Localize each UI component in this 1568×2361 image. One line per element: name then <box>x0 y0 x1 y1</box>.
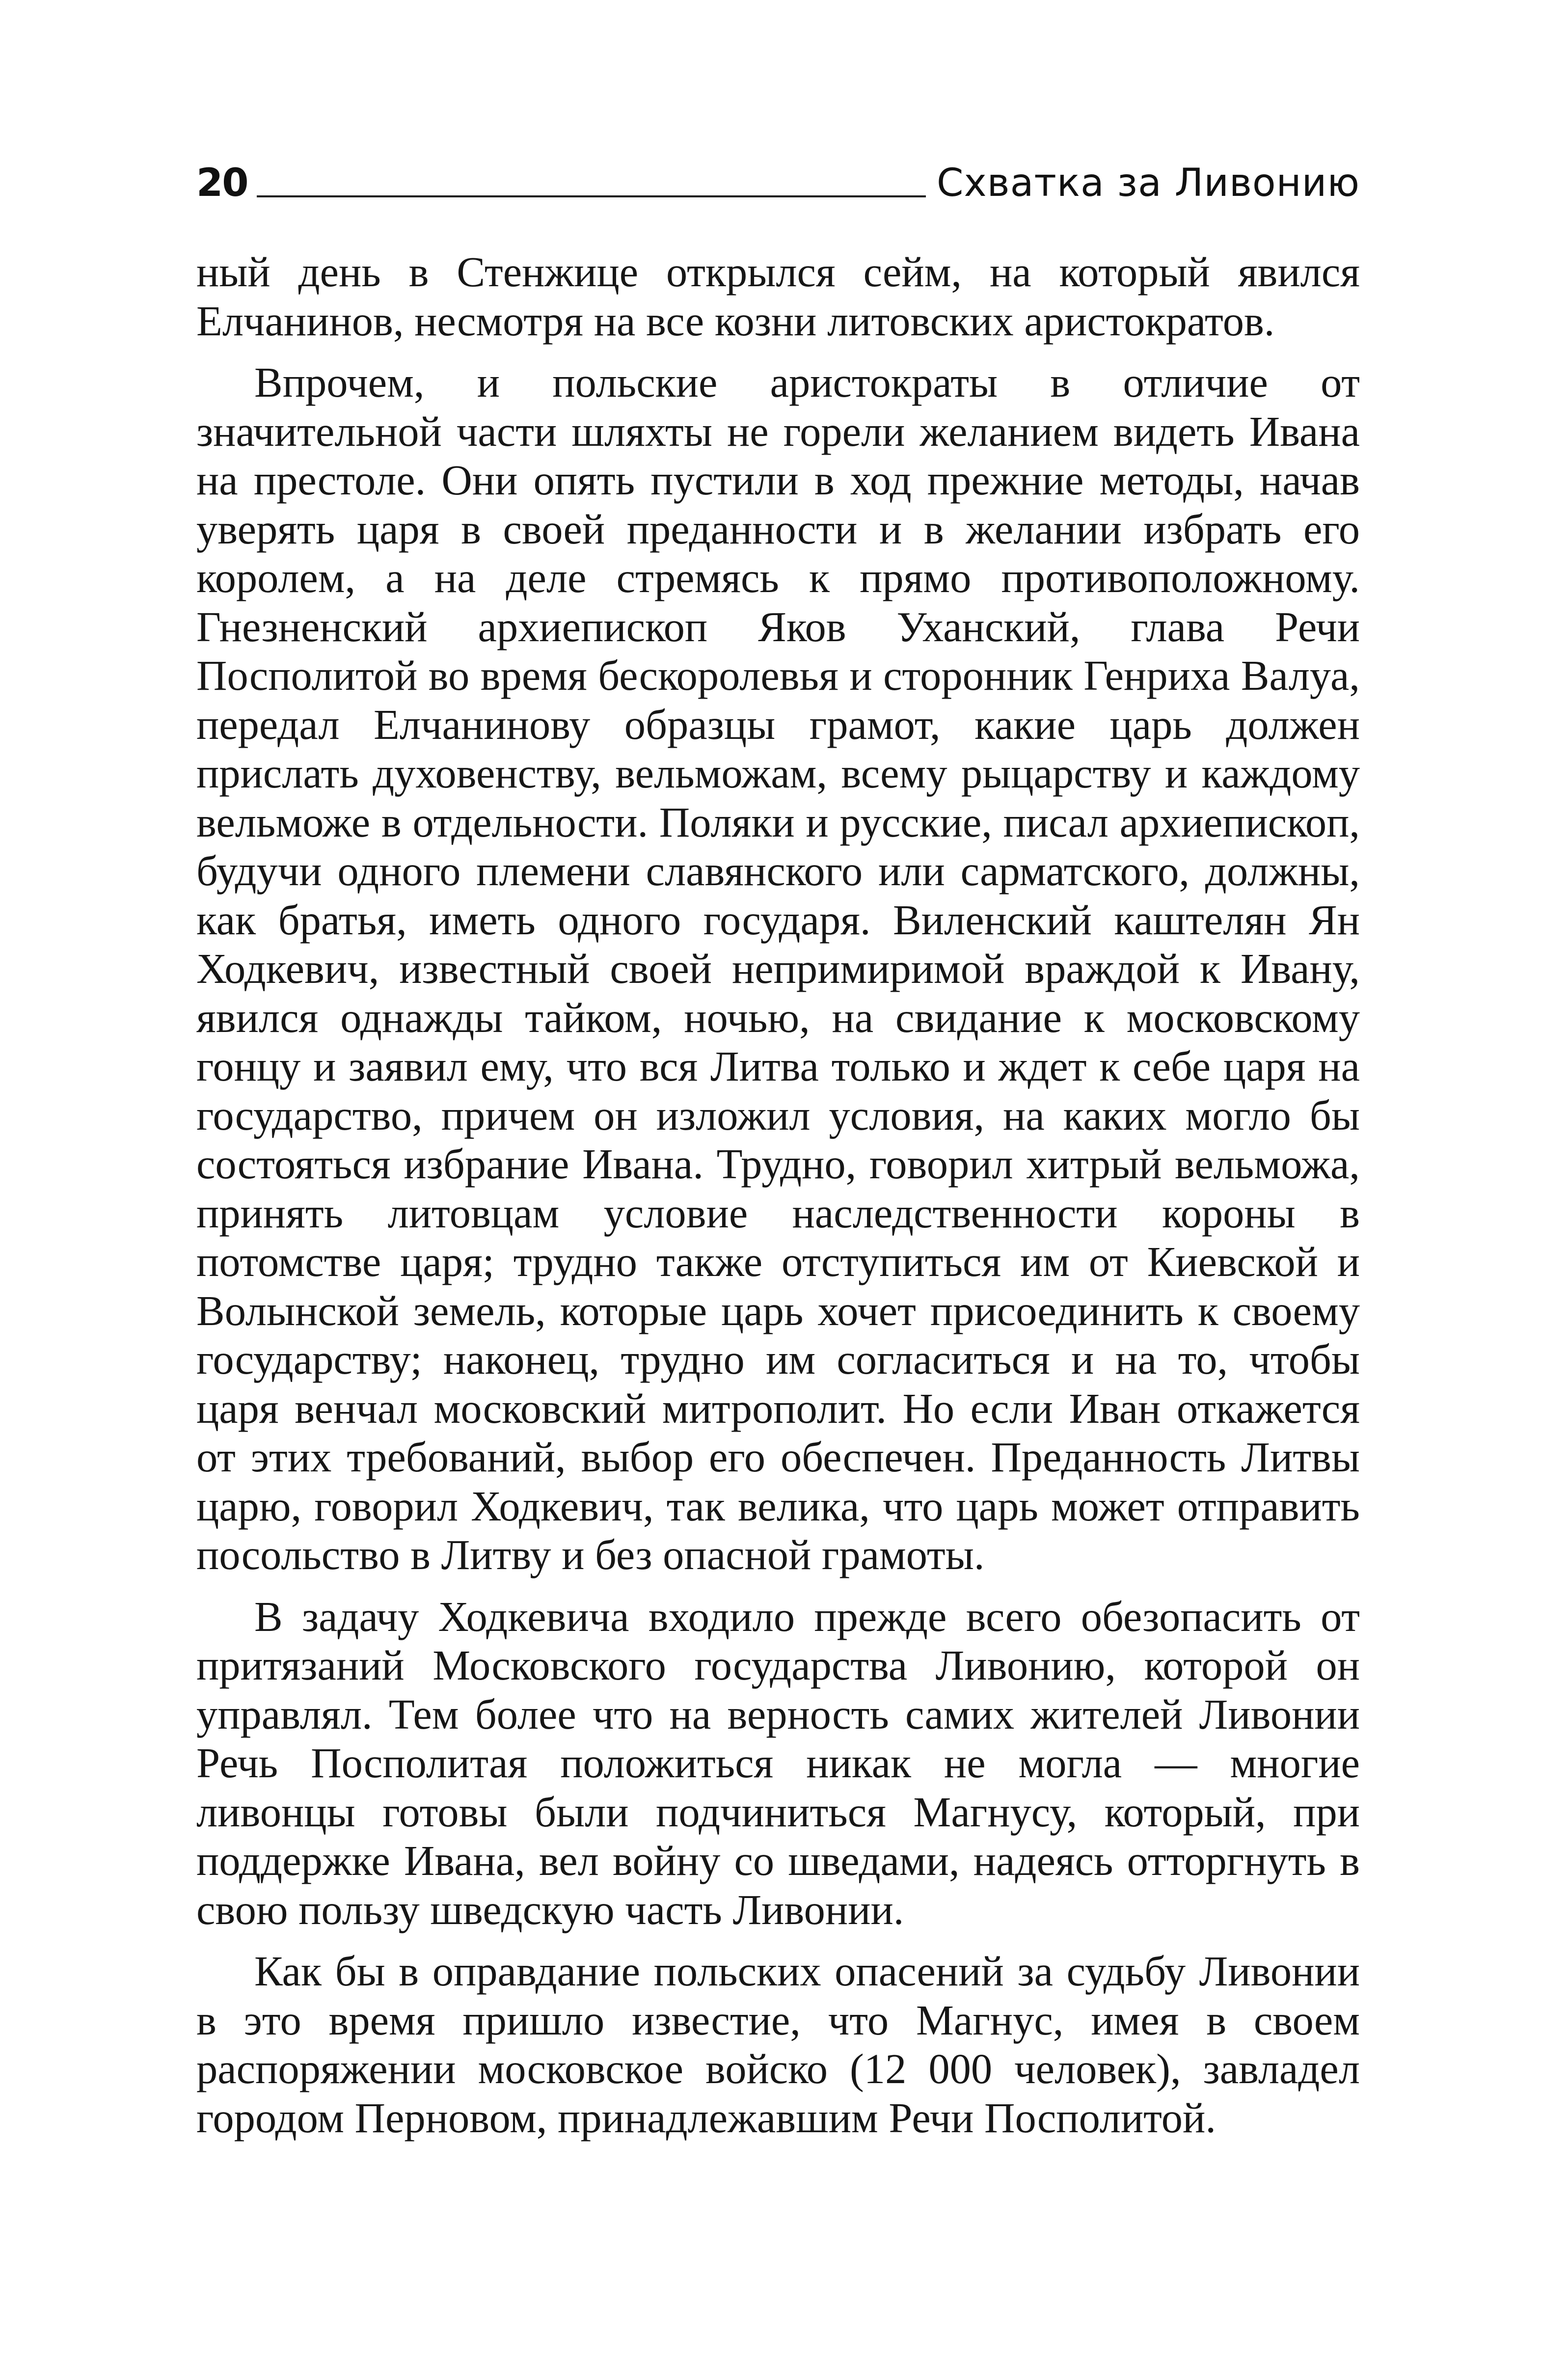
running-title: Схватка за Ливонию <box>937 161 1360 205</box>
page-number: 20 <box>196 161 248 205</box>
body-text <box>196 248 1360 2155</box>
paragraph-4: Как бы в оправдание польских опасений за судьбу Ливонии в это время пришло известие, что Магнус, имея в своем распоряжении московское войско (12 000 человек), завладел городом Перновом, принадлежавшим Речи Посполитой. <box>196 1948 1360 2142</box>
paragraph-3: В задачу Ходкевича входило прежде всего обезопасить от притязаний Московского государства Ливонию, которой он управлял. Тем более что на верность самих жителей Ливонии Речь Посполитая положиться никак не могла — многие ливонцы готовы были подчиниться Магнусу, который, при поддержке Ивана, вел войну со шведами, надеясь отторгнуть в свою пользу шведскую часть Ливонии. <box>196 1593 1360 1933</box>
running-header <box>196 147 1360 206</box>
paragraph-2: Впрочем, и польские аристократы в отличие от значительной части шляхты не горели желанием видеть Ивана на престоле. Они опять пустили в ход прежние методы, начав уверять царя в своей преданности и в желании избрать его королем, а на деле стремясь к прямо противоположному. Гнезненский архиепископ Яков Уханский, глава Речи Посполитой во время бескоролевья и сторонник Генриха Валуа, передал Елчанинову образцы грамот, какие царь должен прислать духовенству, вельможам, всему рыцарству и каждому вельможе в отдельности. Поляки и русские, писал архиепископ, будучи одного племени славянского или сарматского, должны, как братья, иметь одного государя. Виленский каштелян Ян Ходкевич, известный своей непримиримой враждой к Ивану, явился однажды тайком, ночью, на свидание к московскому гонцу и заявил ему, что вся Литва только и ждет к себе царя на государство, причем он изложил условия, на каких могло бы состояться избрание Ивана. Трудно, говорил хитрый вельможа, принять литовцам условие наследственности короны в потомстве царя; трудно также отступиться им от Киевской и Волынской земель, которые царь хочет присоединить к своему государству; наконец, трудно им согласиться и на то, чтобы царя венчал московский митрополит. Но если Иван откажется от этих требований, выбор его обеспечен. Преданность Литвы царю, говорил Ходкевич, так велика, что царь может отправить посольство в Литву и без опасной грамоты. <box>196 359 1360 1578</box>
paragraph-1: ный день в Стенжице открылся сейм, на который явился Елчанинов, несмотря на все козни литовских аристократов. <box>196 248 1360 345</box>
header-rule <box>257 195 926 197</box>
